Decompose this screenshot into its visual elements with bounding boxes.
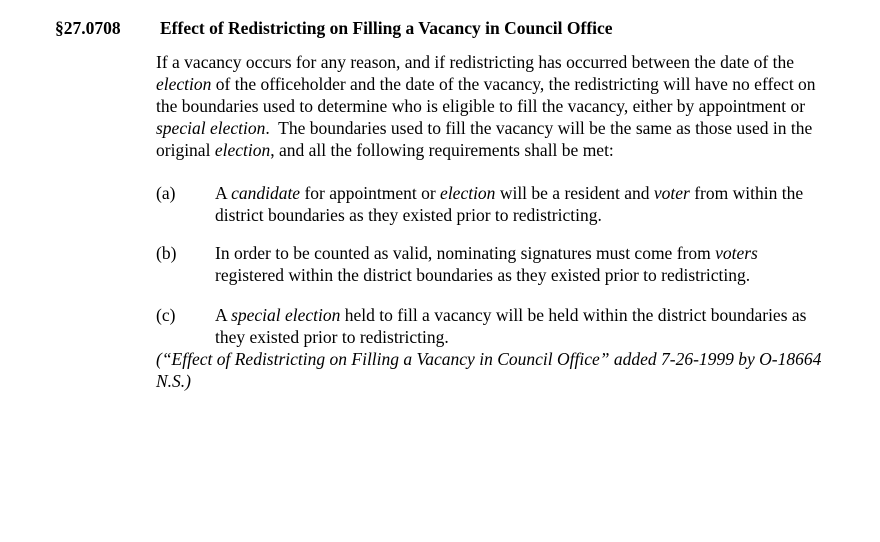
text-run: election xyxy=(440,183,496,203)
intro-paragraph xyxy=(156,51,834,161)
text-run: held to fill a vacancy will be held within the district boundaries as they existed prior to redistricting. xyxy=(215,305,811,347)
list-item-b-text xyxy=(215,242,827,286)
amendment-note: (“Effect of Redistricting on Filling a Vacancy in Council Office” added 7-26-1999 by O-18664 N.S.) xyxy=(156,349,826,391)
section-header xyxy=(0,0,880,39)
list-item-b xyxy=(156,242,880,286)
list-marker-a: (a) xyxy=(156,183,176,203)
list-item-a-text xyxy=(215,182,827,226)
list-item-c xyxy=(156,304,880,348)
list-marker-b: (b) xyxy=(156,243,177,263)
text-run: voters xyxy=(715,243,758,263)
list-item-a xyxy=(156,182,880,226)
text-run: candidate xyxy=(231,183,301,203)
text-run: election xyxy=(156,74,212,94)
text-run: , and all the following requirements shall be met: xyxy=(270,140,614,160)
text-run: special election xyxy=(231,305,341,325)
text-run: for appointment or xyxy=(300,183,441,203)
text-run: special election xyxy=(156,118,266,138)
text-run: voter xyxy=(653,183,690,203)
text-run: election xyxy=(214,140,271,160)
text-run: . The boundaries used to fill the vacancy will be the same as those used in the original xyxy=(156,118,817,160)
list-item-c-text xyxy=(215,304,827,348)
section-title: Effect of Redistricting on Filling a Vacancy in Council Office xyxy=(160,18,613,38)
text-run: registered within the district boundaries as they existed prior to redistricting. xyxy=(215,243,763,285)
text-run: of the officeholder and the date of the vacancy, the redistricting will have no effect on the boundaries used to determine who is eligible to fill the vacancy, either by appointment or xyxy=(156,74,820,116)
text-run: A xyxy=(215,183,232,203)
text-run: If a vacancy occurs for any reason, and if redistricting has occurred between the date of the xyxy=(156,52,799,72)
text-run: In order to be counted as valid, nominating signatures must come from xyxy=(215,243,716,263)
list-marker-c: (c) xyxy=(156,305,176,325)
text-run: A xyxy=(215,305,232,325)
section-number: §27.0708 xyxy=(55,18,121,38)
text-run: will be a resident and xyxy=(495,183,654,203)
text-run: from within the district boundaries as they existed prior to redistricting. xyxy=(215,183,808,225)
